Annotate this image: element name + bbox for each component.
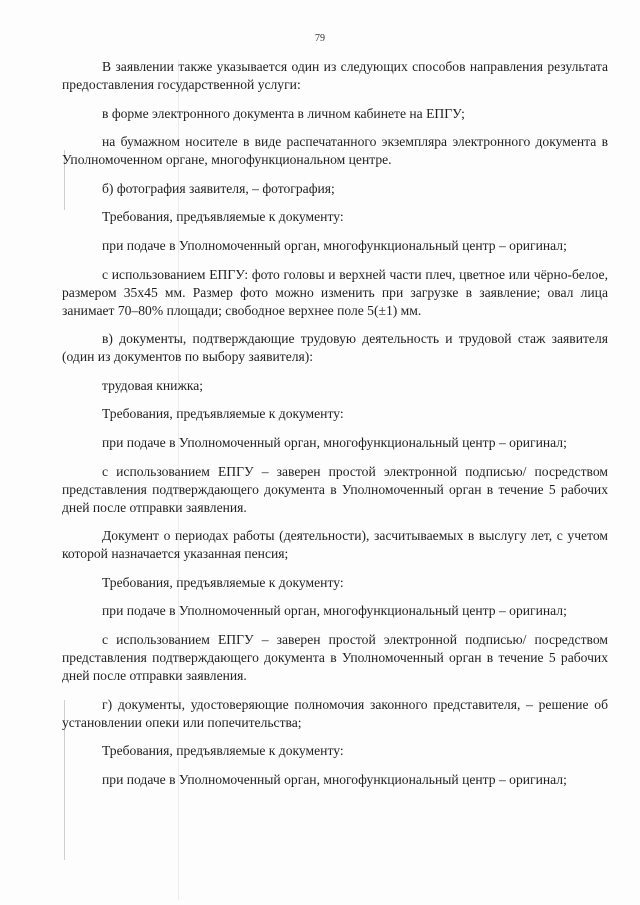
paragraph-photo-item: б) фотография заявителя, – фотография; bbox=[102, 180, 335, 196]
paragraph-epgu-signature: с использованием ЕПГУ – заверен простой электронной подписью/ посредством представления подтверждающего документа в Уполномоченный орган в течение 5 рабочих дней после отправки заявления. bbox=[62, 631, 608, 683]
paragraph-work-book: трудовая книжка; bbox=[102, 377, 204, 393]
paragraph-legal-representative: г) документы, удостоверяющие полномочия законного представителя, – решение об установлении опеки или попечительства; bbox=[62, 696, 608, 730]
paragraph-requirements-heading: Требования, предъявляемые к документу: bbox=[102, 209, 344, 225]
paragraph-epgu-signature: с использованием ЕПГУ – заверен простой электронной подписью/ посредством представления подтверждающего документа в Уполномоченный орган в течение 5 рабочих дней после отправки заявления. bbox=[62, 463, 608, 515]
paragraph-requirements-heading: Требования, предъявляемые к документу: bbox=[102, 406, 344, 422]
paragraph-requirements-heading: Требования, предъявляемые к документу: bbox=[102, 574, 344, 590]
page-number: 79 bbox=[315, 33, 325, 44]
paragraph-original-submission: при подаче в Уполномоченный орган, многофункциональный центр – оригинал; bbox=[102, 237, 567, 253]
paragraph-original-submission: при подаче в Уполномоченный орган, многофункциональный центр – оригинал; bbox=[102, 434, 567, 450]
paragraph-electronic-form: в форме электронного документа в личном кабинете на ЕПГУ; bbox=[102, 105, 465, 121]
paragraph-service-periods: Документ о периодах работы (деятельности), засчитываемых в выслугу лет, с учетом которой назначается указанная пенсия; bbox=[62, 528, 608, 562]
document-body bbox=[62, 58, 608, 799]
paragraph-paper-form: на бумажном носителе в виде распечатанного экземпляра электронного документа в Уполномоченном органе, многофункциональном центре. bbox=[62, 134, 608, 168]
paragraph-photo-epgu: с использованием ЕПГУ: фото головы и верхней части плеч, цветное или чёрно-белое, размером 35х45 мм. Размер фото можно изменить при загрузке в заявление; овал лица занимает 70–80% площади; свободное верхнее поле 5(±1) мм. bbox=[62, 266, 608, 318]
paragraph-original-submission: при подаче в Уполномоченный орган, многофункциональный центр – оригинал; bbox=[102, 771, 567, 787]
paragraph-requirements-heading: Требования, предъявляемые к документу: bbox=[102, 743, 344, 759]
paragraph-result-methods: В заявлении также указывается один из следующих способов направления результата предоставления государственной услуги: bbox=[62, 59, 608, 92]
paragraph-original-submission: при подаче в Уполномоченный орган, многофункциональный центр – оригинал; bbox=[102, 603, 567, 619]
paragraph-work-documents: в) документы, подтверждающие трудовую деятельность и трудовой стаж заявителя (один из документов по выбору заявителя): bbox=[62, 331, 608, 365]
